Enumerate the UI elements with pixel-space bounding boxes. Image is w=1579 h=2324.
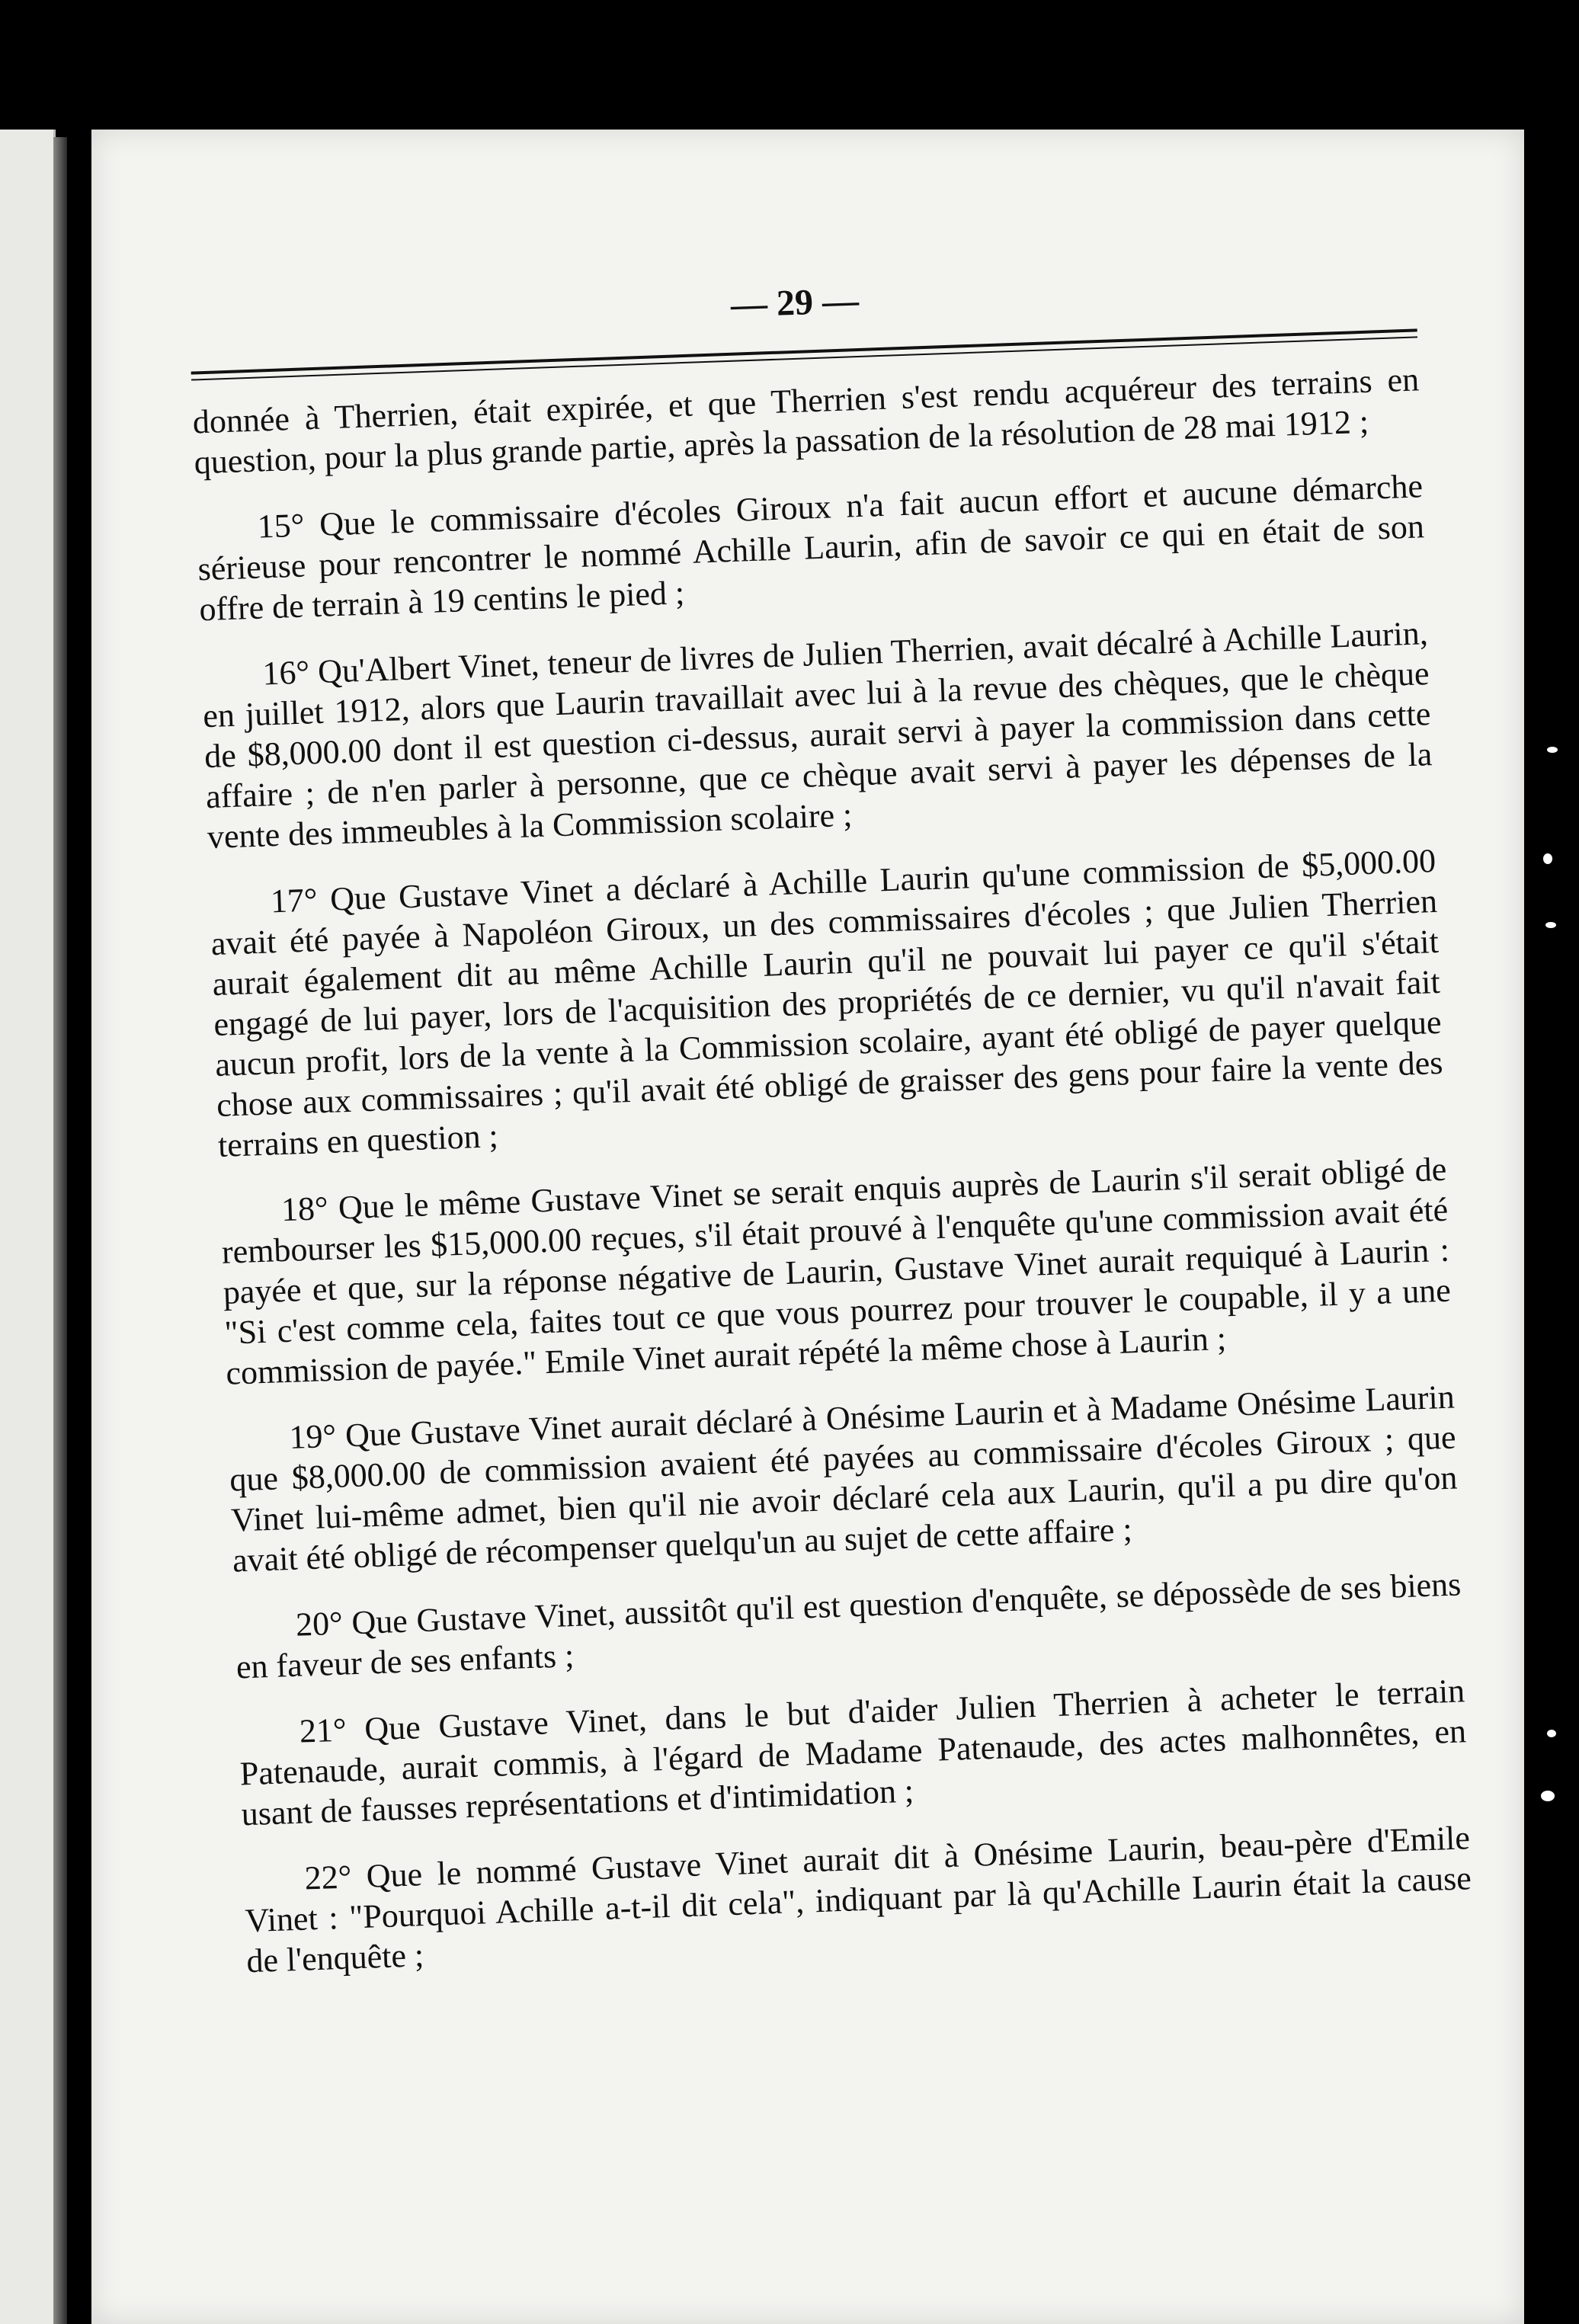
page-number: — 29 — <box>730 280 860 325</box>
paragraph-15: 15° Que le commissaire d'écoles Giroux n'a fait aucun effort et aucune démarche sérieuse pour rencontrer le nommé Achille Laurin, afin de savoir ce qui en était de son offre de terrain à 19 centins le pied ; <box>197 467 1425 629</box>
paragraph-continuation: donnée à Therrien, était expirée, et que Therrien s'est rendu acquéreur des terrains en question, pour la plus grande partie, après la passation de la résolution de 28 mai 1912 ; <box>192 360 1420 482</box>
paragraph-19: 19° Que Gustave Vinet aurait déclaré à Onésime Laurin et à Madame Onésime Laurin que $8,000.00 de commission avaient été payées au commissaire d'écoles Giroux ; que Vinet lui-même admet, bien qu'il nie avoir déclaré cela aux Laurin, qu'il a pu dire qu'on avait été obligé de récompenser quelqu'un au sujet de cette affaire ; <box>229 1378 1459 1580</box>
book-gutter <box>53 137 67 2324</box>
paragraph-18: 18° Que le même Gustave Vinet se serait enquis auprès de Laurin s'il serait obligé de rembourser les $15,000.00 reçues, s'il était prouvé à l'enquête qu'une commission avait été payée et que, sur la réponse négative de Laurin, Gustave Vinet aurait requiqué à Laurin : "Si c'est comme cela, faites tout ce que vous pourrez pour trouver le coupable, il y a une commission de payée." Emile Vinet aurait répété la même chose à Laurin ; <box>221 1150 1452 1392</box>
paragraph-22: 22° Que le nommé Gustave Vinet aurait dit à Onésime Laurin, beau-père d'Emile Vinet : "Pourquoi Achille a-t-il dit cela", indiquant par là qu'Achille Laurin était la cause de l'enquête ; <box>244 1819 1472 1980</box>
speck <box>1541 1791 1555 1801</box>
speck <box>1547 1730 1556 1737</box>
body-text <box>192 359 1475 2007</box>
speck <box>1545 922 1556 928</box>
paragraph-17: 17° Que Gustave Vinet a déclaré à Achille Laurin qu'une commission de $5,000.00 avait été payée à Napoléon Giroux, un des commissaires d'écoles ; que Julien Therrien aurait également dit au même Achille Laurin qu'il ne pouvait lui payer ce qu'il s'était engagé de lui payer, lors de l'acquisition des propriétés de ce dernier, vu qu'il n'avait fait aucun profit, lors de la vente à la Commission scolaire, ayant été obligé de payer quelque chose aux commissaires ; qu'il avait été obligé de graisser des gens pour faire la vente des terrains en question ; <box>210 841 1444 1164</box>
speck <box>1547 747 1558 753</box>
facing-page <box>0 130 56 2324</box>
paragraph-20: 20° Que Gustave Vinet, aussitôt qu'il est question d'enquête, se dépossède de ses biens en faveur de ses enfants ; <box>235 1565 1462 1686</box>
paragraph-21: 21° Que Gustave Vinet, dans le but d'aider Julien Therrien à acheter le terrain Patenaude, aurait commis, à l'égard de Madame Patenaude, des actes malhonnêtes, en usant de fausses représentations et d'intimidation ; <box>239 1672 1467 1833</box>
speck <box>1543 853 1552 864</box>
paragraph-16: 16° Qu'Albert Vinet, teneur de livres de Julien Therrien, avait décalré à Achille Laurin, en juillet 1912, alors que Laurin travaillait avec lui à la revue des chèques, que le chèque de $8,000.00 dont il est question ci-dessus, aurait servi à payer la commission dans cette affaire ; de n'en parler à personne, que ce chèque avait servi à payer les dépenses de la vente des immeubles à la Commission scolaire ; <box>202 614 1433 856</box>
page-content <box>168 108 1472 1980</box>
scanned-page <box>91 130 1524 2324</box>
